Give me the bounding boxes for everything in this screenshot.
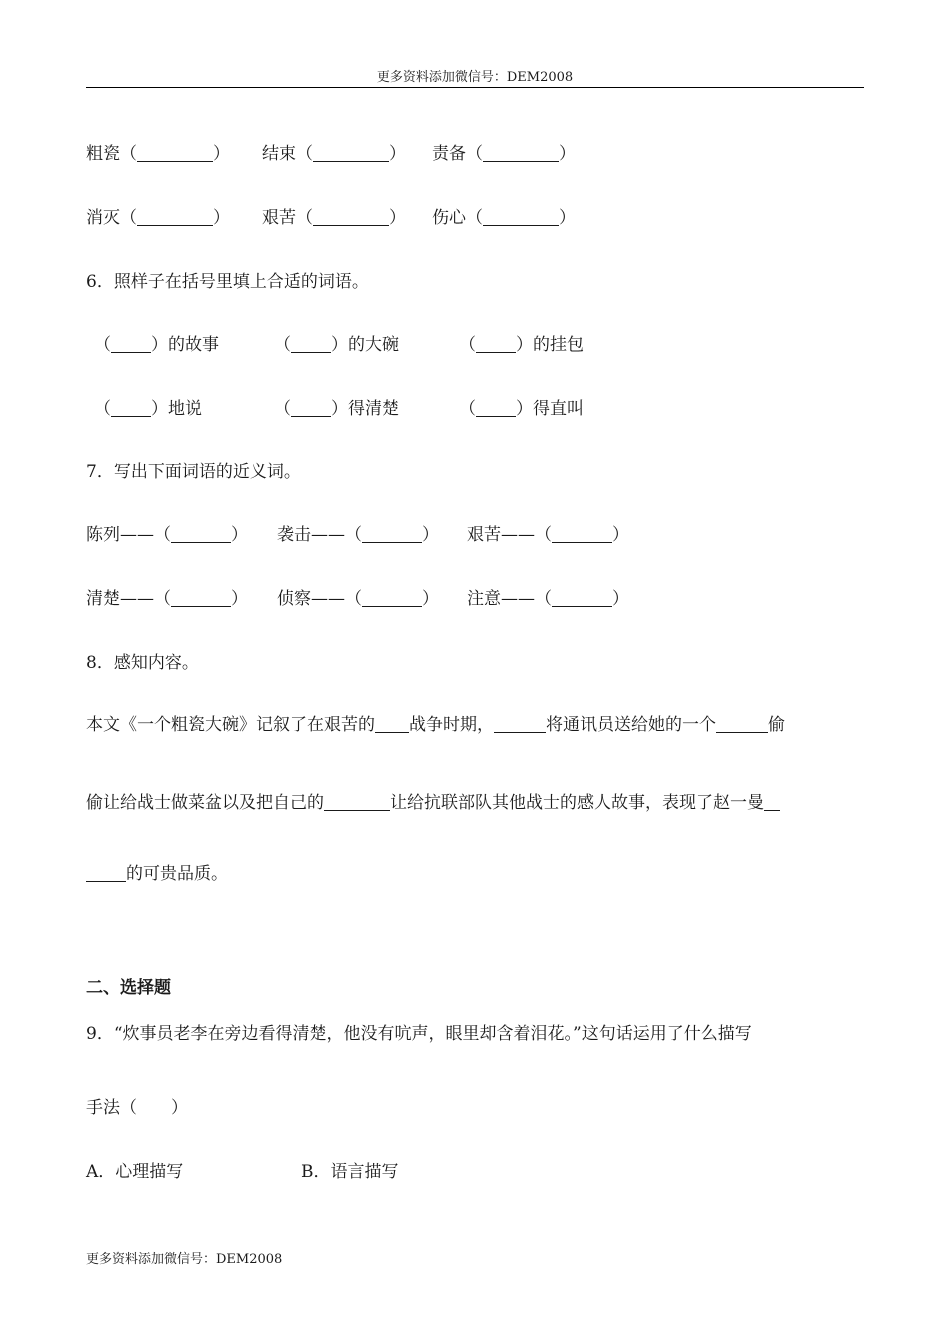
q6-item: （ ）得清楚 — [274, 399, 399, 419]
answer-blank[interactable] — [86, 864, 126, 882]
answer-blank[interactable] — [764, 793, 780, 811]
answer-blank[interactable] — [476, 399, 516, 417]
answer-blank[interactable] — [171, 589, 231, 607]
antonym-item: 责备（ ） — [432, 144, 576, 164]
answer-blank[interactable] — [716, 715, 768, 733]
page-header: 更多资料添加微信号：DEM2008 — [86, 66, 864, 88]
antonym-item: 伤心（ ） — [432, 208, 576, 228]
q8-paragraph-line-2: 偷让给战士做菜盆以及把自己的 让给抗联部队其他战士的感人故事，表现了赵一曼 — [86, 788, 780, 813]
q7-item: 注意——（ ） — [467, 589, 629, 609]
answer-blank[interactable] — [483, 144, 559, 162]
answer-blank[interactable] — [483, 208, 559, 226]
option-b[interactable]: B．语言描写 — [301, 1162, 399, 1182]
q7-item: 艰苦——（ ） — [467, 525, 629, 545]
answer-blank[interactable] — [171, 525, 231, 543]
q7-item: 清楚——（ ） — [86, 589, 248, 609]
answer-blank[interactable] — [375, 715, 409, 733]
antonym-item: 艰苦（ ） — [262, 208, 406, 228]
answer-blank[interactable] — [313, 144, 389, 162]
q7-item: 侦察——（ ） — [277, 589, 439, 609]
q6-item: （ ）的大碗 — [274, 335, 399, 355]
page-footer: 更多资料添加微信号：DEM2008 — [86, 1252, 283, 1267]
antonym-item: 消灭（ ） — [86, 208, 230, 228]
answer-blank[interactable] — [494, 715, 546, 733]
q7-item: 陈列——（ ） — [86, 525, 248, 545]
question-7-title: 7．写出下面词语的近义词。 — [86, 462, 301, 482]
antonym-item: 粗瓷（ ） — [86, 144, 230, 164]
q6-item: （ ）的挂包 — [459, 335, 584, 355]
antonym-item: 结束（ ） — [262, 144, 406, 164]
answer-blank[interactable] — [313, 208, 389, 226]
answer-blank[interactable] — [291, 399, 331, 417]
q6-item: （ ）地说 — [94, 399, 202, 419]
answer-blank[interactable] — [137, 144, 213, 162]
answer-blank[interactable] — [362, 525, 422, 543]
answer-blank[interactable] — [552, 525, 612, 543]
question-9-line-2: 手法（ ） — [86, 1098, 188, 1118]
option-a[interactable]: A．心理描写 — [86, 1162, 184, 1182]
q7-item: 袭击——（ ） — [277, 525, 439, 545]
answer-blank[interactable] — [552, 589, 612, 607]
answer-blank[interactable] — [476, 335, 516, 353]
answer-blank[interactable] — [111, 399, 151, 417]
question-6-title: 6．照样子在括号里填上合适的词语。 — [86, 272, 369, 292]
q8-paragraph-line-3: 的可贵品质。 — [86, 859, 228, 884]
question-8-title: 8．感知内容。 — [86, 653, 199, 673]
section-2-title: 二、选择题 — [86, 978, 171, 998]
q6-item: （ ）的故事 — [94, 335, 219, 355]
q6-item: （ ）得直叫 — [459, 399, 584, 419]
q8-paragraph-line-1: 本文《一个粗瓷大碗》记叙了在艰苦的 战争时期， 将通讯员送给她的一个 偷 — [86, 715, 785, 735]
question-9-line-1: 9．“炊事员老李在旁边看得清楚，他没有吭声，眼里却含着泪花。”这句话运用了什么描写 — [86, 1024, 752, 1044]
answer-blank[interactable] — [291, 335, 331, 353]
answer-blank[interactable] — [362, 589, 422, 607]
answer-blank[interactable] — [111, 335, 151, 353]
answer-blank[interactable] — [324, 793, 390, 811]
answer-blank[interactable] — [137, 208, 213, 226]
